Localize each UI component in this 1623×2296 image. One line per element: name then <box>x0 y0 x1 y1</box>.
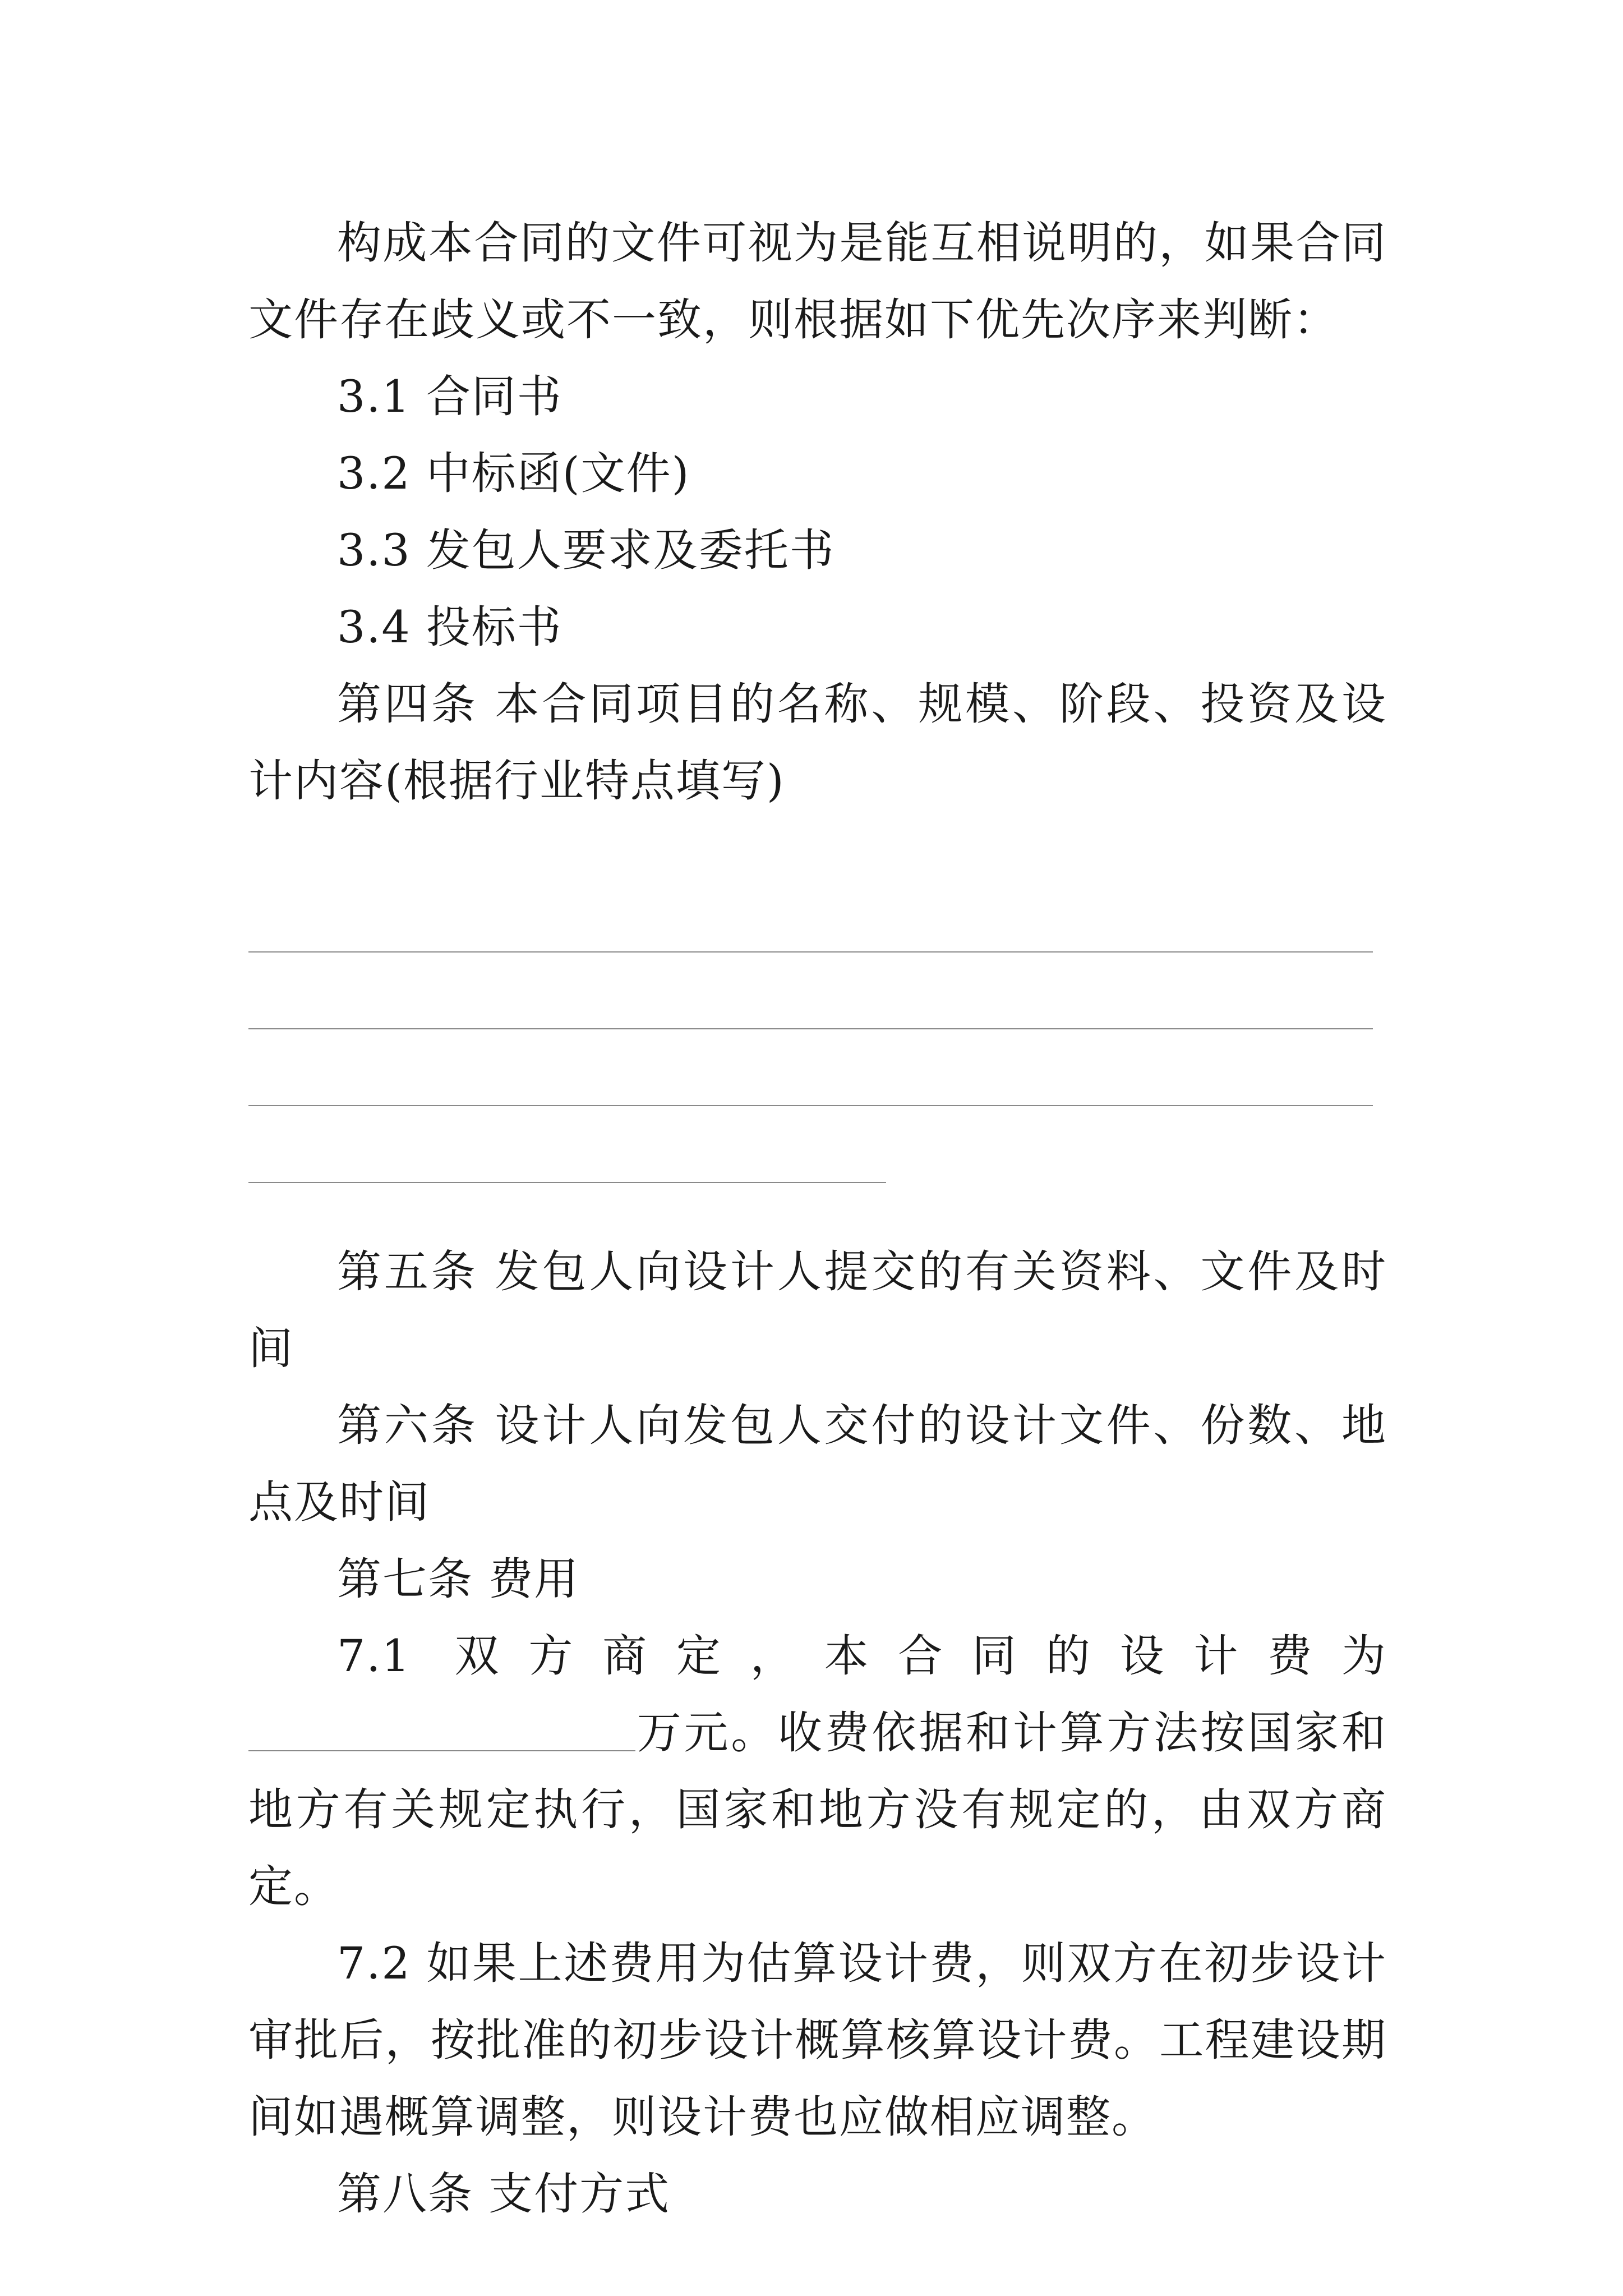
clause-7-1-lead: 7.1 双方商定，本合同的设计费为 <box>337 1630 1387 1682</box>
article-5-heading: 第五条 发包人向设计人提交的有关资料、文件及时间 <box>248 1246 1387 1374</box>
article-4-heading: 第四条 本合同项目的名称、规模、阶段、投资及设计内容(根据行业特点填写) <box>248 678 1387 807</box>
fill-in-line <box>248 1052 1387 1129</box>
contract-documents-paragraph: 构成本合同的文件可视为是能互相说明的，如果合同文件存在歧义或不一致，则根据如下优先次序来判断： <box>248 217 1387 346</box>
priority-item-3-2: 3.2 中标函(文件) <box>337 448 690 499</box>
fill-in-line <box>248 975 1387 1052</box>
article-7-heading: 第七条 费用 <box>337 1553 580 1605</box>
fill-in-line <box>248 898 1387 975</box>
clause-7-1-rest: 万元。收费依据和计算方法按国家和地方有关规定执行，国家和地方没有规定的，由双方商定。 <box>248 1707 1387 1912</box>
priority-item-3-3: 3.3 发包人要求及委托书 <box>337 524 835 576</box>
article-8-heading: 第八条 支付方式 <box>337 2168 671 2220</box>
priority-item-3-1: 3.1 合同书 <box>337 371 562 422</box>
article-6-heading: 第六条 设计人向发包人交付的设计文件、份数、地点及时间 <box>248 1400 1387 1528</box>
fill-in-line <box>248 1129 1387 1205</box>
design-fee-blank <box>248 1711 635 1751</box>
priority-item-3-4: 3.4 投标书 <box>337 601 562 653</box>
fill-in-lines <box>248 898 1387 1205</box>
clause-7-2: 7.2 如果上述费用为估算设计费，则双方在初步设计审批后，按批准的初步设计概算核算设计费。工程建设期间如遇概算调整，则设计费也应做相应调整。 <box>248 1938 1387 2143</box>
clause-7-1 <box>248 1618 1387 1925</box>
document-body <box>248 205 1387 2233</box>
